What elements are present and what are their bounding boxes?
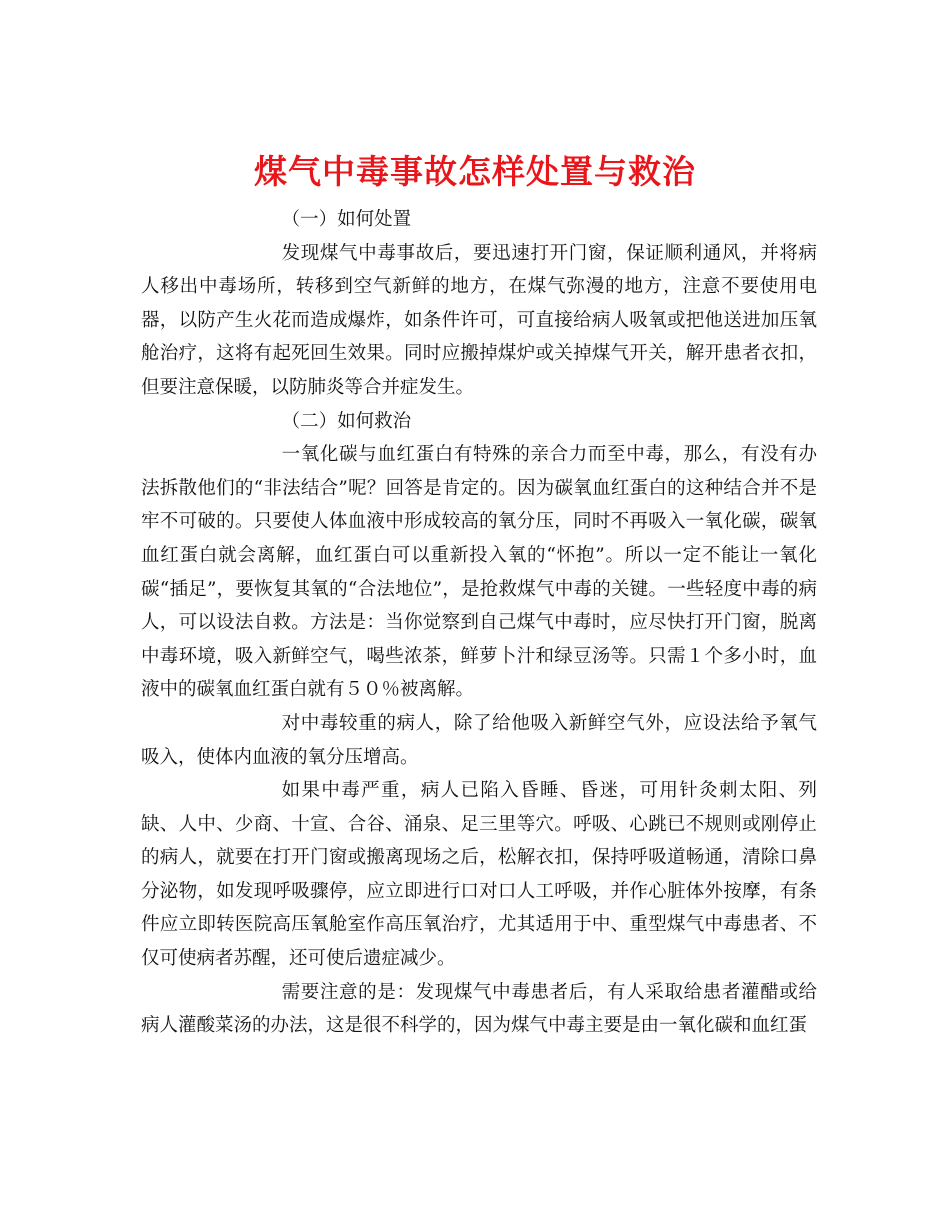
section-2-paragraph-2: 对中毒较重的病人，除了给他吸入新鲜空气外，应设法给予氧气吸入，使体内血液的氧分压增高。 — [141, 712, 817, 768]
section-2-paragraph-4: 需要注意的是：发现煤气中毒患者后，有人采取给患者灌醋或给病人灌酸菜汤的办法，这是很不科学的，因为煤气中毒主要是由一氧化碳和血红蛋 — [141, 981, 817, 1037]
section-heading-1: （一）如何处置 — [281, 209, 412, 230]
section-heading-2: （二）如何救治 — [281, 410, 412, 432]
document-title: 煤气中毒事故怎样处置与救治 — [254, 152, 696, 192]
document-body — [141, 203, 817, 1043]
section-1-paragraph-1: 发现煤气中毒事故后，要迅速打开门窗，保证顺利通风，并将病人移出中毒场所，转移到空气新鲜的地方，在煤气弥漫的地方，注意不要使用电器，以防产生火花而造成爆炸，如条件许可，可直接给病人吸氧或把他送进加压氧舱治疗，这将有起死回生效果。同时应搬掉煤炉或关掉煤气开关，解开患者衣扣，但要注意保暖，以防肺炎等合并症发生。 — [141, 242, 817, 398]
section-2-paragraph-1: 一氧化碳与血红蛋白有特殊的亲合力而至中毒，那么，有没有办法拆散他们的“非法结合”呢？回答是肯定的。因为碳氧血红蛋白的这种结合并不是牢不可破的。只要使人体血液中形成较高的氧分压，同时不再吸入一氧化碳，碳氧血红蛋白就会离解，血红蛋白可以重新投入氧的“怀抱”。所以一定不能让一氧化碳“插足”，要恢复其氧的“合法地位”，是抢救煤气中毒的关键。一些轻度中毒的病人，可以设法自救。方法是：当你觉察到自己煤气中毒时，应尽快打开门窗，脱离中毒环境，吸入新鲜空气，喝些浓茶，鲜萝卜汁和绿豆汤等。只需１个多小时，血液中的碳氧血红蛋白就有５０％被离解。 — [141, 444, 817, 701]
section-2-paragraph-3: 如果中毒严重，病人已陷入昏睡、昏迷，可用针灸刺太阳、列缺、人中、少商、十宣、合谷、涌泉、足三里等穴。呼吸、心跳已不规则或刚停止的病人，就要在打开门窗或搬离现场之后，松解衣扣，保持呼吸道畅通，清除口鼻分泌物，如发现呼吸骤停，应立即进行口对口人工呼吸，并作心脏体外按摩，有条件应立即转医院高压氧舱室作高压氧治疗，尤其适用于中、重型煤气中毒患者、不仅可使病者苏醒，还可使后遗症减少。 — [141, 780, 817, 970]
